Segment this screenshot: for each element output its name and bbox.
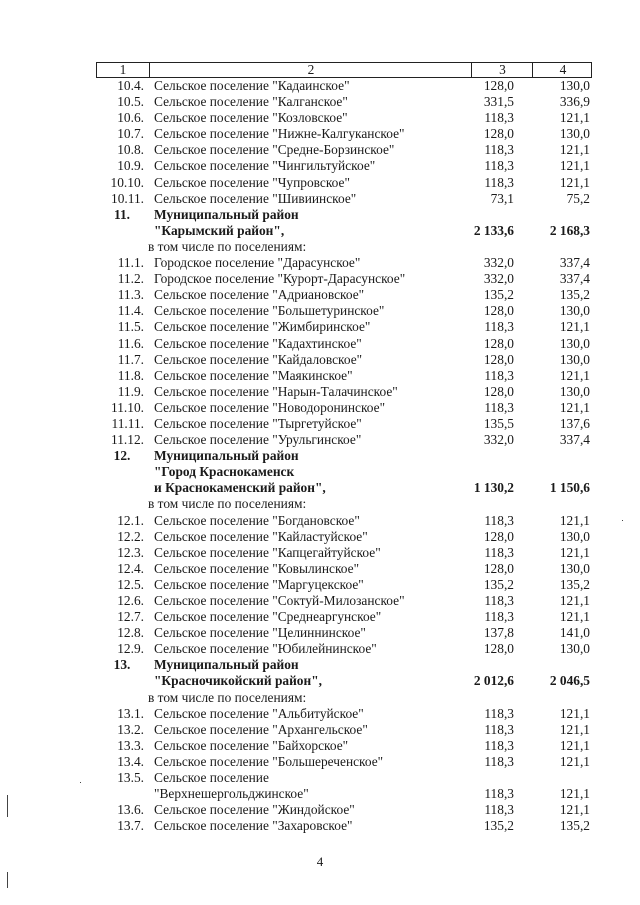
row-number: 13.1. — [117, 705, 144, 721]
row-value-col3: 118,3 — [484, 753, 514, 769]
row-name: в том числе по поселениям: — [148, 496, 307, 512]
row-value-col4: 141,0 — [559, 625, 590, 641]
table-row — [96, 545, 592, 561]
row-value-col4: 121,1 — [559, 609, 590, 625]
row-number: 11.8. — [117, 367, 144, 383]
row-name: Сельское поселение — [154, 770, 269, 786]
row-value-col4: 130,0 — [559, 383, 590, 399]
row-value-col3: 128,0 — [483, 351, 514, 367]
row-value-col4: 135,2 — [559, 576, 590, 592]
row-value-col3: 118,3 — [484, 399, 514, 415]
row-value-col4: 336,9 — [559, 94, 590, 110]
row-value-col4: 1 150,6 — [549, 480, 590, 496]
row-value-col4: 130,0 — [559, 560, 590, 576]
row-number: 12.2. — [117, 528, 144, 544]
row-value-col4: 130,0 — [559, 78, 590, 93]
row-value-col4: 121,1 — [559, 174, 590, 190]
row-number: 12.7. — [117, 609, 144, 625]
table-row — [96, 400, 592, 416]
row-number: 11.1. — [117, 255, 144, 271]
table-row — [96, 191, 592, 207]
row-value-col4: 121,1 — [559, 110, 590, 126]
row-number: 11.4. — [117, 303, 144, 319]
subtotal-label-row — [96, 496, 592, 512]
row-number: 10.5. — [117, 94, 144, 110]
row-name: Сельское поселение "Ковылинское" — [154, 560, 360, 576]
row-name: Сельское поселение "Большереченское" — [154, 753, 384, 769]
row-value-col3: 332,0 — [483, 255, 514, 271]
row-value-col3: 332,0 — [483, 271, 514, 287]
row-name: Сельское поселение "Средне-Борзинское" — [154, 142, 395, 158]
table-row — [96, 802, 592, 818]
row-value-col3: 128,0 — [483, 335, 514, 351]
table-row — [96, 754, 592, 770]
district-row — [96, 207, 592, 223]
row-name: в том числе по поселениям: — [148, 238, 307, 254]
table-row — [96, 175, 592, 191]
table-row — [96, 384, 592, 400]
row-value-col3: 118,3 — [484, 802, 514, 818]
row-number: 10.8. — [117, 142, 144, 158]
row-name: Сельское поселение "Чингильтуйское" — [154, 158, 376, 174]
district-row — [96, 480, 592, 496]
row-value-col4: 130,0 — [559, 335, 590, 351]
table-row — [96, 110, 592, 126]
row-name: Сельское поселение "Маякинское" — [154, 367, 353, 383]
row-value-col4: 337,4 — [559, 255, 590, 271]
row-value-col3: 128,0 — [483, 560, 514, 576]
row-number: 10.6. — [117, 110, 144, 126]
row-number: 10.4. — [117, 78, 144, 93]
row-name: Сельское поселение "Кадаинское" — [154, 78, 350, 93]
scan-artifact — [7, 872, 8, 888]
row-number: 12.3. — [117, 544, 144, 560]
row-value-col4: 121,1 — [559, 142, 590, 158]
table-row — [96, 641, 592, 657]
table-row — [96, 738, 592, 754]
row-value-col3: 128,0 — [483, 528, 514, 544]
row-name: Сельское поселение "Кадахтинское" — [154, 335, 362, 351]
row-number: 12.8. — [117, 625, 144, 641]
row-name: Сельское поселение "Чупровское" — [154, 174, 350, 190]
row-name: "Карымский район", — [154, 222, 285, 238]
row-name: Сельское поселение "Жиндойское" — [154, 802, 355, 818]
row-number: 12.1. — [117, 512, 144, 528]
row-number: 11.11. — [111, 415, 144, 431]
row-name: и Краснокаменский район", — [154, 480, 326, 496]
row-value-col4: 2 168,3 — [549, 222, 590, 238]
row-value-col4: 121,1 — [559, 319, 590, 335]
table-row — [96, 529, 592, 545]
row-value-col4: 130,0 — [559, 303, 590, 319]
table-row — [96, 94, 592, 110]
row-number: 12.5. — [117, 576, 144, 592]
row-value-col4: 121,1 — [559, 802, 590, 818]
row-value-col3: 118,3 — [484, 110, 514, 126]
row-number: 11.5. — [117, 319, 144, 335]
row-value-col3: 1 130,2 — [473, 480, 514, 496]
row-value-col3: 118,3 — [484, 721, 514, 737]
row-name: Городское поселение "Дарасунское" — [154, 255, 361, 271]
row-value-col3: 118,3 — [484, 609, 514, 625]
page-number: 4 — [316, 854, 324, 869]
row-name: Сельское поселение "Тыргетуйское" — [154, 415, 362, 431]
table-row — [96, 432, 592, 448]
row-value-col3: 118,3 — [484, 367, 514, 383]
row-name: Сельское поселение "Байхорское" — [154, 737, 349, 753]
row-value-col3: 73,1 — [490, 190, 514, 206]
row-value-col3: 2 012,6 — [473, 673, 514, 689]
row-number: 11. — [114, 206, 130, 222]
row-number: 12. — [113, 448, 131, 464]
row-name: Сельское поселение "Новодоронинское" — [154, 399, 386, 415]
row-number: 11.10. — [111, 399, 144, 415]
table-row — [96, 303, 592, 319]
row-value-col4: 121,1 — [559, 705, 590, 721]
row-value-col4: 121,1 — [559, 367, 590, 383]
row-name: в том числе по поселениям: — [148, 689, 307, 705]
row-number: 13.3. — [117, 737, 144, 753]
row-value-col4: 121,1 — [559, 753, 590, 769]
row-value-col3: 135,2 — [483, 576, 514, 592]
row-value-col4: 121,1 — [559, 158, 590, 174]
row-number: 13. — [113, 657, 131, 673]
row-value-col3: 2 133,6 — [473, 222, 514, 238]
row-number: 12.6. — [117, 593, 144, 608]
row-name: Сельское поселение "Шивиинское" — [154, 190, 357, 206]
row-number: 11.6. — [117, 335, 144, 351]
row-value-col4: 121,1 — [559, 721, 590, 737]
row-name: Муниципальный район — [154, 448, 299, 464]
row-number: 13.7. — [117, 818, 144, 834]
table-row — [96, 78, 592, 94]
row-value-col3: 128,0 — [483, 303, 514, 319]
row-name: Сельское поселение "Альбитуйское" — [154, 705, 364, 721]
row-value-col4: 2 046,5 — [549, 673, 590, 689]
subtotal-label-row — [96, 239, 592, 255]
row-value-col3: 128,0 — [483, 641, 514, 657]
row-number: 12.9. — [117, 641, 144, 657]
table-row — [96, 513, 592, 529]
row-number: 11.3. — [117, 287, 144, 303]
row-value-col4: 121,1 — [559, 786, 590, 802]
row-value-col4: 337,4 — [559, 432, 590, 448]
row-name: Сельское поселение "Захаровское" — [154, 818, 353, 834]
row-value-col4: 121,1 — [559, 737, 590, 753]
table-row — [96, 722, 592, 738]
table-row — [96, 158, 592, 174]
row-value-col3: 118,3 — [484, 158, 514, 174]
row-value-col4: 121,1 — [559, 512, 590, 528]
table-row — [96, 770, 592, 786]
row-number: 13.6. — [117, 802, 144, 818]
row-name: Сельское поселение "Маргуцекское" — [154, 576, 364, 592]
row-name: Сельское поселение "Козловское" — [154, 110, 348, 126]
row-number: 13.4. — [117, 753, 144, 769]
row-value-col3: 135,5 — [483, 415, 514, 431]
table-row — [96, 255, 592, 271]
row-value-col3: 137,8 — [483, 625, 514, 641]
row-value-col4: 135,2 — [559, 818, 590, 834]
row-number: 13.5. — [117, 770, 144, 786]
district-row — [96, 223, 592, 239]
row-value-col3: 135,2 — [483, 287, 514, 303]
row-value-col3: 332,0 — [483, 432, 514, 448]
row-name: Муниципальный район — [154, 206, 299, 222]
subtotal-label-row — [96, 690, 592, 706]
row-value-col3: 118,3 — [484, 319, 514, 335]
row-name: Сельское поселение "Большетуринское" — [154, 303, 385, 319]
district-row — [96, 464, 592, 480]
table-row — [96, 319, 592, 335]
row-name: Городское поселение "Курорт-Дарасунское" — [154, 271, 406, 287]
row-value-col4: 121,1 — [559, 544, 590, 560]
row-value-col3: 118,3 — [484, 737, 514, 753]
header-col-3: 3 — [471, 63, 533, 77]
row-value-col3: 128,0 — [483, 126, 514, 142]
table-row — [96, 561, 592, 577]
row-value-col3: 118,3 — [484, 593, 514, 608]
row-name: Сельское поселение "Богдановское" — [154, 512, 360, 528]
table-row — [96, 818, 592, 834]
header-col-2: 2 — [149, 63, 472, 77]
row-value-col3: 128,0 — [483, 78, 514, 93]
row-name: Сельское поселение "Кайластуйское" — [154, 528, 368, 544]
table-row — [96, 577, 592, 593]
district-row — [96, 657, 592, 673]
budget-table — [96, 62, 592, 834]
row-number: 11.12. — [111, 432, 144, 448]
row-name: Муниципальный район — [154, 657, 299, 673]
table-row — [96, 336, 592, 352]
row-value-col4: 130,0 — [559, 528, 590, 544]
row-name: Сельское поселение "Среднеаргунское" — [154, 609, 382, 625]
table-row — [96, 625, 592, 641]
row-number: 12.4. — [117, 560, 144, 576]
row-number: 10.10. — [110, 174, 144, 190]
table-row — [96, 416, 592, 432]
row-name: Сельское поселение "Калганское" — [154, 94, 348, 110]
row-value-col3: 118,3 — [484, 512, 514, 528]
row-value-col4: 130,0 — [559, 641, 590, 657]
row-name: Сельское поселение "Адриановское" — [154, 287, 365, 303]
table-row — [96, 126, 592, 142]
row-number: 11.2. — [117, 271, 144, 287]
row-value-col3: 118,3 — [484, 174, 514, 190]
table-row — [96, 609, 592, 625]
row-name: Сельское поселение "Нарын-Талачинское" — [154, 383, 398, 399]
row-name: Сельское поселение "Юбилейнинское" — [154, 641, 377, 657]
table-body — [96, 78, 592, 834]
table-header — [96, 62, 592, 78]
row-value-col4: 121,1 — [559, 399, 590, 415]
row-number: 10.9. — [117, 158, 144, 174]
row-name: "Город Краснокаменск — [154, 464, 295, 480]
table-row — [96, 142, 592, 158]
row-name: "Красночикойский район", — [154, 673, 322, 689]
row-value-col4: 135,2 — [559, 287, 590, 303]
row-value-col4: 337,4 — [559, 271, 590, 287]
row-name: Сельское поселение "Нижне-Калгуканское" — [154, 126, 405, 142]
header-col-1: 1 — [119, 62, 127, 77]
scan-artifact — [7, 795, 8, 817]
row-value-col4: 137,6 — [559, 415, 590, 431]
table-row — [96, 706, 592, 722]
row-value-col3: 118,3 — [484, 705, 514, 721]
district-row — [96, 673, 592, 689]
row-number: 11.9. — [117, 383, 144, 399]
table-row — [96, 287, 592, 303]
row-name: Сельское поселение "Кайдаловское" — [154, 351, 363, 367]
row-value-col4: 75,2 — [566, 190, 590, 206]
row-number: 10.11. — [111, 190, 144, 206]
row-value-col3: 128,0 — [483, 383, 514, 399]
row-value-col3: 118,3 — [484, 142, 514, 158]
row-value-col3: 331,5 — [483, 94, 514, 110]
table-row — [96, 786, 592, 802]
row-number: 13.2. — [117, 721, 144, 737]
row-name: Сельское поселение "Архангельское" — [154, 721, 368, 737]
table-row — [96, 593, 592, 609]
row-name: "Верхнешергольджинское" — [154, 786, 309, 802]
row-value-col4: 121,1 — [559, 593, 590, 608]
row-value-col4: 130,0 — [559, 351, 590, 367]
district-row — [96, 448, 592, 464]
table-row — [96, 368, 592, 384]
row-name: Сельское поселение "Жимбиринское" — [154, 319, 371, 335]
row-value-col3: 135,2 — [483, 818, 514, 834]
scan-artifact — [622, 520, 623, 521]
row-value-col3: 118,3 — [484, 786, 514, 802]
table-row — [96, 271, 592, 287]
header-col-4: 4 — [532, 63, 593, 77]
row-value-col3: 118,3 — [484, 544, 514, 560]
row-value-col4: 130,0 — [559, 126, 590, 142]
scan-artifact — [80, 782, 81, 783]
row-name: Сельское поселение "Капцегайтуйское" — [154, 544, 381, 560]
row-name: Сельское поселение "Урульгинское" — [154, 432, 362, 448]
row-number: 11.7. — [117, 351, 144, 367]
table-row — [96, 352, 592, 368]
row-number: 10.7. — [117, 126, 144, 142]
row-name: Сельское поселение "Целиннинское" — [154, 625, 366, 641]
row-name: Сельское поселение "Соктуй-Милозанское" — [154, 593, 405, 608]
